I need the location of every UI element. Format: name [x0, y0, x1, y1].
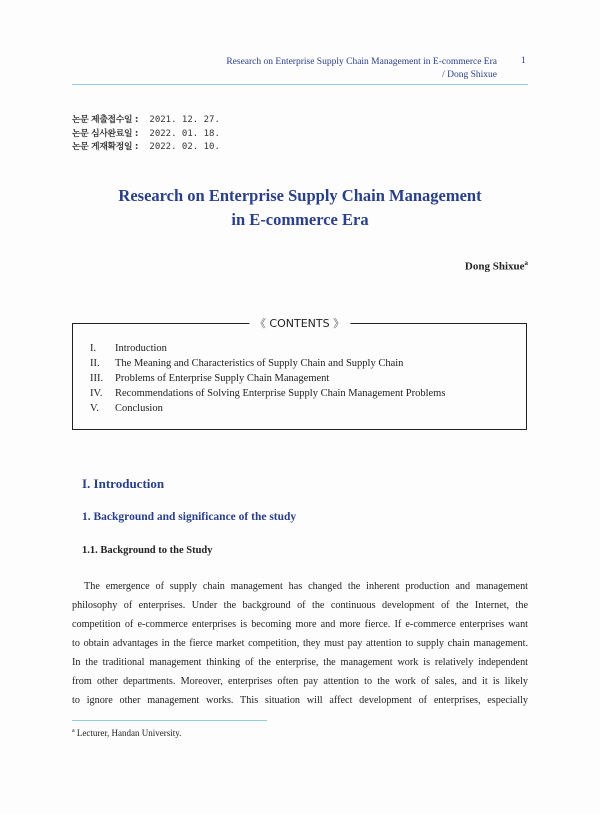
- page-number: 1: [521, 56, 526, 66]
- contents-text: Problems of Enterprise Supply Chain Management: [115, 373, 330, 384]
- date-value: 2021. 12. 27.: [149, 115, 220, 125]
- body-line: The emergence of supply chain management has changed the inherent production and management: [84, 581, 528, 592]
- contents-text: Introduction: [115, 343, 167, 354]
- contents-number: II.: [90, 358, 100, 369]
- contents-text: The Meaning and Characteristics of Supply Chain and Supply Chain: [115, 358, 404, 369]
- contents-number: V.: [90, 403, 99, 414]
- paper-title: [72, 184, 528, 232]
- body-paragraph: [72, 577, 528, 710]
- date-label: 논문 게재확정일 :: [72, 142, 139, 152]
- author-affiliation-mark: a: [524, 259, 528, 267]
- date-label: 논문 제출접수일 :: [72, 115, 139, 125]
- contents-list: [90, 341, 445, 416]
- date-label: 논문 심사완료일 :: [72, 128, 139, 139]
- submission-dates: [72, 114, 220, 155]
- contents-text: Conclusion: [115, 403, 163, 414]
- footnote-mark: a: [72, 728, 75, 734]
- contents-item: [90, 341, 445, 356]
- footnote-rule: [72, 720, 267, 721]
- header-rule: [72, 84, 528, 85]
- author: [465, 259, 528, 273]
- running-author: / Dong Shixue: [442, 70, 497, 80]
- contents-number: I.: [90, 343, 97, 354]
- date-value: 2022. 02. 10.: [149, 142, 220, 152]
- title-line-2: in E-commerce Era: [231, 210, 369, 229]
- footnote: [72, 728, 181, 738]
- running-title: Research on Enterprise Supply Chain Management in E-commerce Era: [226, 57, 497, 67]
- contents-box: [72, 317, 527, 430]
- contents-item: [90, 356, 445, 371]
- author-name: Dong Shixue: [464, 260, 525, 273]
- date-reviewed: [72, 128, 220, 142]
- contents-item: [90, 401, 445, 416]
- footnote-text: Lecturer, Handan University.: [74, 728, 182, 738]
- body-line: to obtain advantages in the fierce market competition, they must pay attention to supply chain management.: [72, 638, 528, 649]
- subsection-heading: 1. Background and significance of the study: [82, 511, 297, 523]
- contents-number: III.: [90, 373, 104, 384]
- subsubsection-heading: 1.1. Background to the Study: [82, 545, 213, 556]
- body-line: In the traditional management thinking of the enterprise, the management work is relatively independent: [72, 657, 528, 668]
- contents-item: [90, 371, 445, 386]
- date-received: [72, 114, 220, 128]
- title-line-1: Research on Enterprise Supply Chain Management: [118, 186, 482, 205]
- section-heading: I. Introduction: [82, 476, 165, 491]
- date-accepted: [72, 141, 220, 155]
- body-line: competition of e-commerce enterprises is becoming more and more fierce. If e-commerce enterprises want: [72, 619, 528, 630]
- contents-number: IV.: [90, 388, 103, 399]
- body-line: from other departments. Moreover, enterprises often pay attention to the work of sales, and it is likely: [72, 676, 528, 687]
- running-head: [72, 56, 497, 82]
- contents-heading: 《 CONTENTS 》: [249, 315, 350, 331]
- contents-item: [90, 386, 445, 401]
- body-line: to ignore other management works. This situation will affect development of enterprises, especially: [72, 695, 528, 706]
- date-value: 2022. 01. 18.: [149, 128, 220, 139]
- contents-text: Recommendations of Solving Enterprise Supply Chain Management Problems: [115, 388, 446, 399]
- body-line: philosophy of enterprises. Under the background of the continuous development of the Internet, the: [72, 600, 528, 611]
